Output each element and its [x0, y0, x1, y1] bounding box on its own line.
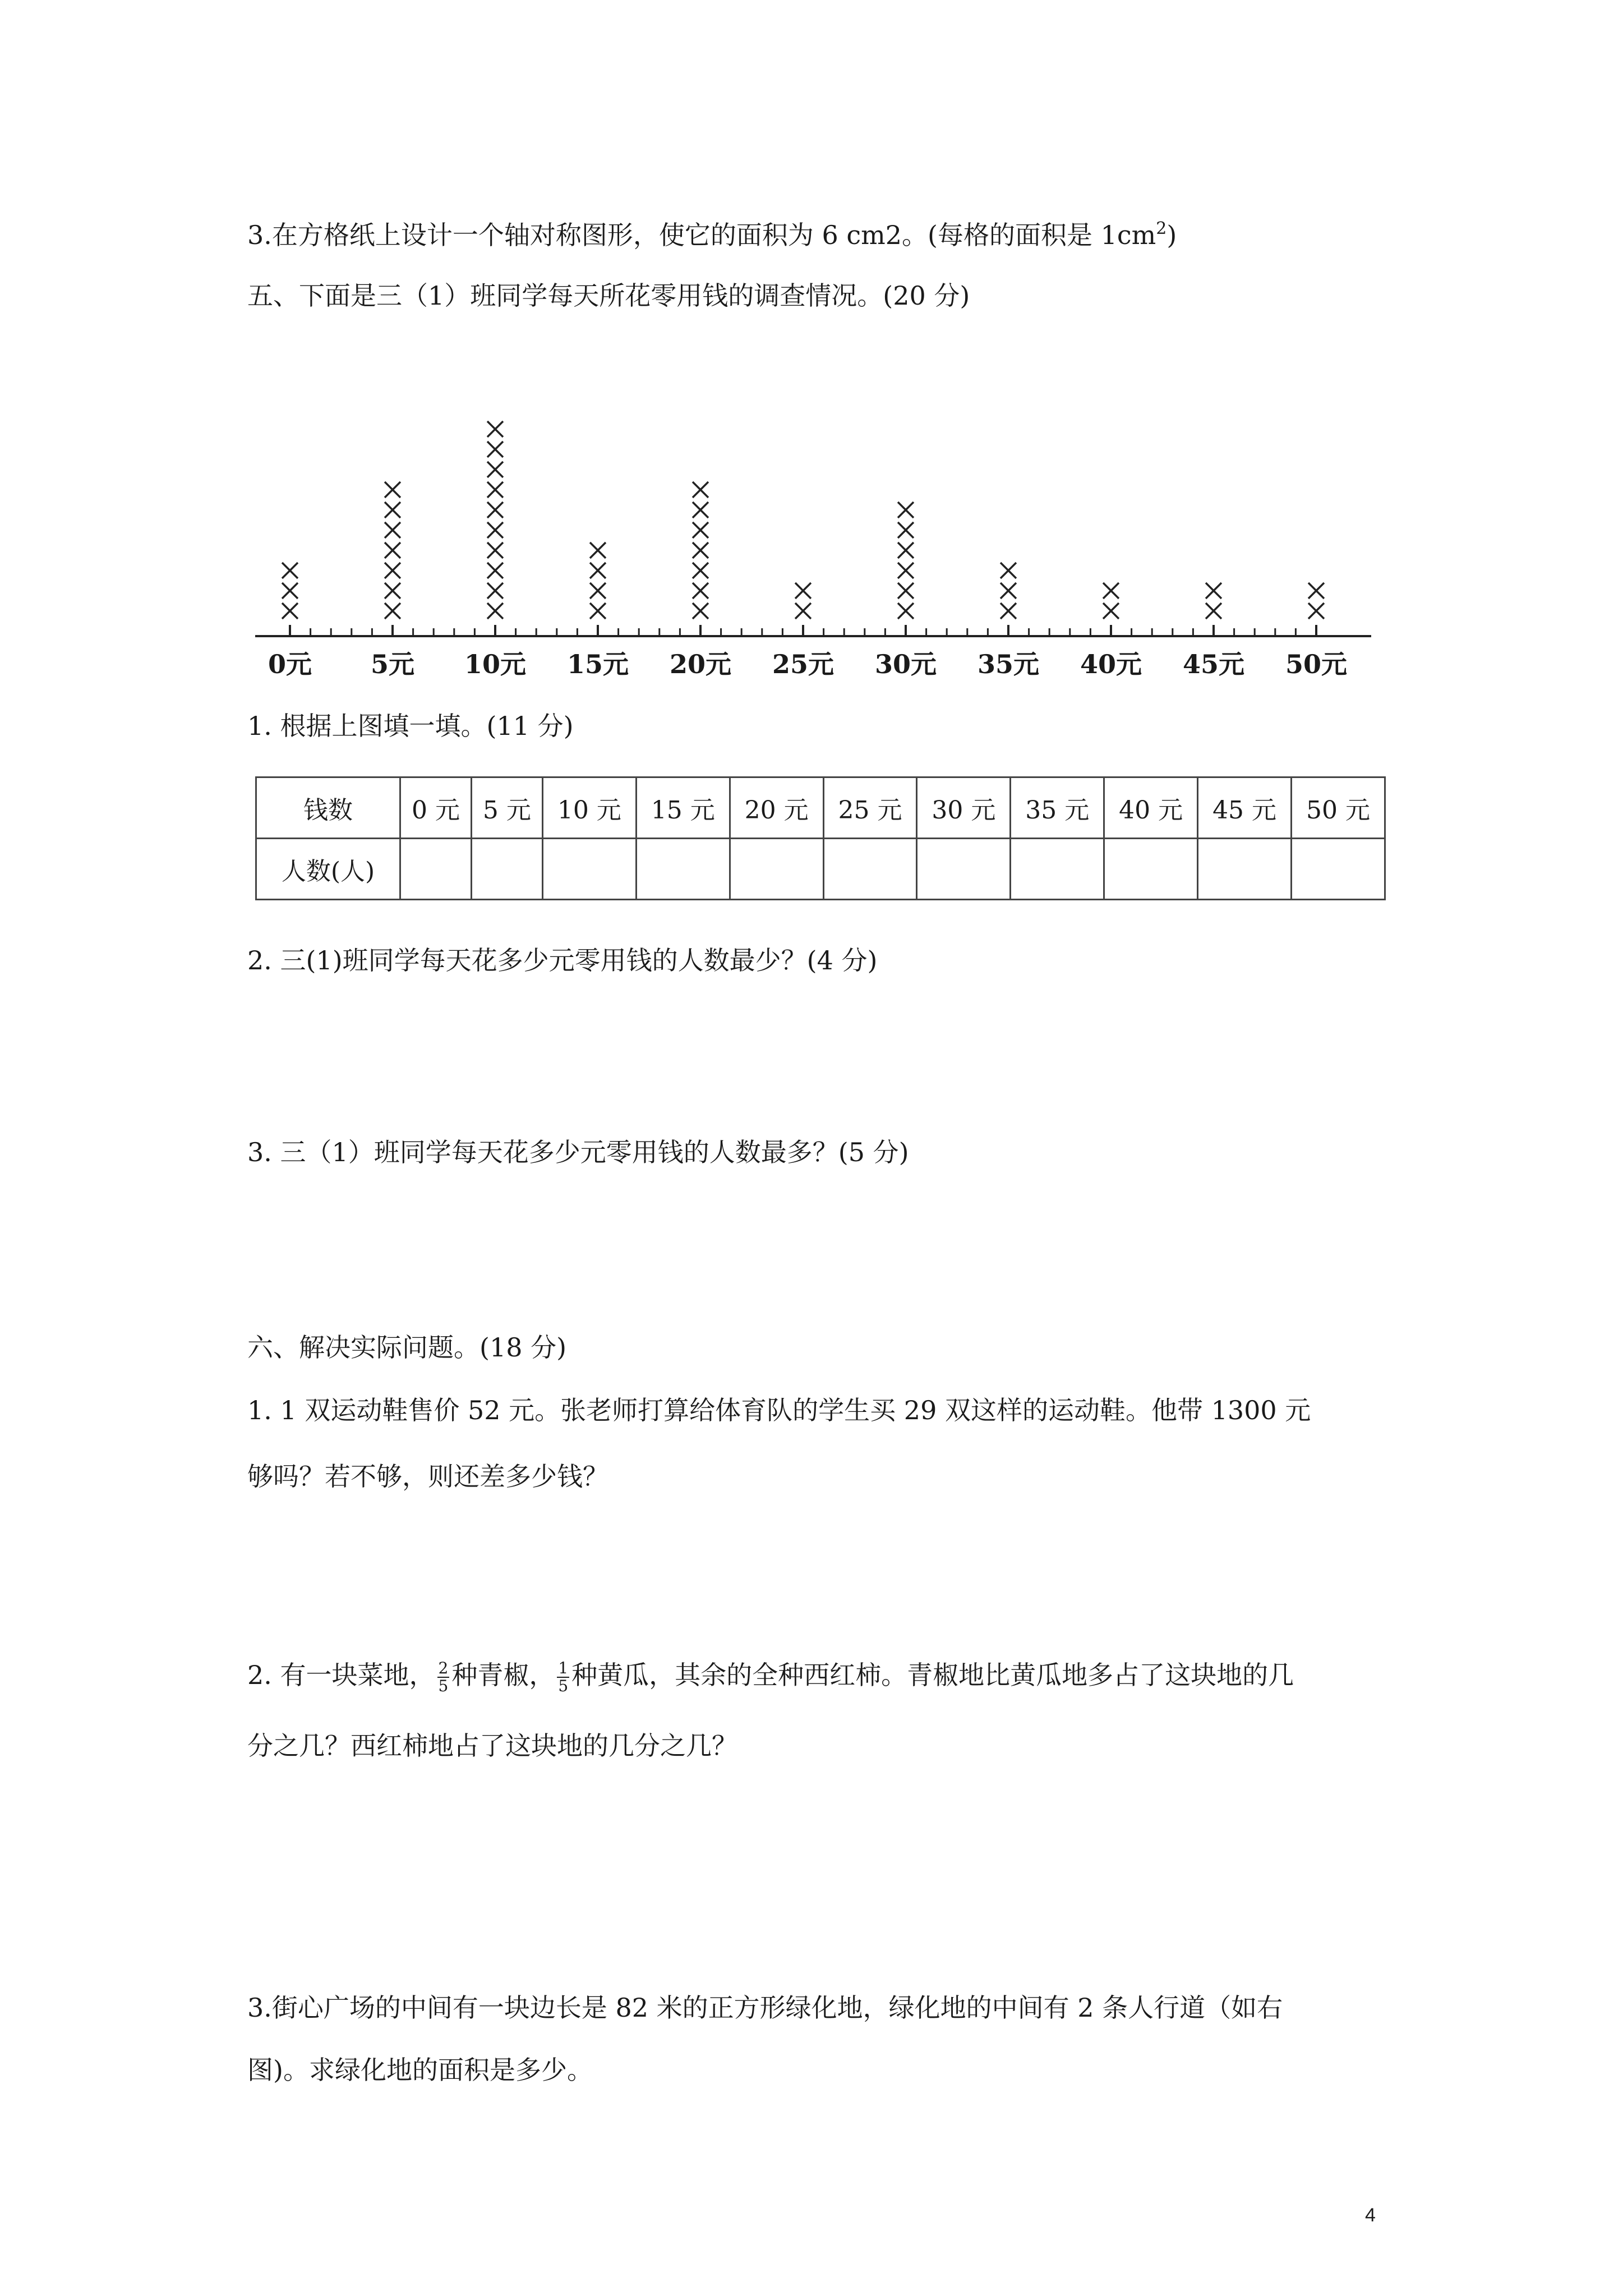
cross-mark: [795, 583, 811, 599]
tick-label: 50元: [1285, 649, 1348, 679]
cross-mark: [898, 502, 914, 518]
question-6-2-rest: 种黄瓜，其余的全种西红柿。青椒地比黄瓜地多占了这块地的几: [571, 1660, 1294, 1690]
cross-mark: [487, 482, 503, 498]
question-5-2: 2. 三(1)班同学每天花多少元零用钱的人数最少？(4 分): [247, 945, 878, 976]
cross-mark: [898, 583, 914, 599]
question-6-3-line2: 图)。求绿化地的面积是多少。: [247, 2055, 593, 2085]
table-cell-amount: 10 元: [542, 777, 636, 839]
question-6-2-line1: [247, 1658, 1294, 1695]
table-answer-cell[interactable]: [730, 839, 823, 900]
cross-mark: [898, 542, 914, 558]
table-cell-amount: 30 元: [917, 777, 1011, 839]
cross-mark: [487, 603, 503, 619]
cross-mark: [693, 563, 708, 578]
cross-mark: [487, 583, 503, 599]
fraction-one-fifth: [557, 1660, 569, 1695]
cross-mark: [385, 563, 400, 578]
cross-mark: [487, 563, 503, 578]
cross-mark: [693, 482, 708, 498]
table-answer-cell[interactable]: [823, 839, 917, 900]
tick-label: 5元: [370, 649, 415, 679]
cross-mark: [487, 502, 503, 518]
cross-mark: [1000, 603, 1016, 619]
tick-label: 20元: [669, 649, 732, 679]
tick-label: 15元: [566, 649, 629, 679]
table-answer-cell[interactable]: [471, 839, 542, 900]
cross-mark: [590, 563, 606, 578]
cross-mark: [1103, 603, 1119, 619]
superscript: 2: [1156, 219, 1167, 238]
fraction-numerator: 2: [438, 1659, 449, 1677]
table-answer-cell[interactable]: [1292, 839, 1385, 900]
cross-mark: [385, 583, 400, 599]
cross-mark: [1000, 563, 1016, 578]
cross-mark: [487, 421, 503, 437]
cross-mark: [898, 563, 914, 578]
cross-mark: [282, 603, 298, 619]
tick-label: 10元: [464, 649, 527, 679]
fraction-numerator: 1: [558, 1659, 569, 1677]
tick-label: 25元: [772, 649, 834, 679]
section-5-title: 五、下面是三（1）班同学每天所花零用钱的调查情况。(20 分): [247, 280, 970, 311]
table-row-people: [256, 839, 1385, 900]
cross-mark: [282, 583, 298, 599]
fraction-denominator: 5: [438, 1677, 449, 1695]
cross-mark: [282, 563, 298, 578]
question-5-1: 1. 根据上图填一填。(11 分): [247, 711, 574, 741]
cross-mark: [898, 522, 914, 538]
table-answer-cell[interactable]: [917, 839, 1011, 900]
cross-mark: [487, 441, 503, 457]
cross-mark: [385, 603, 400, 619]
table-cell-amount: 5 元: [471, 777, 542, 839]
cross-mark: [385, 502, 400, 518]
cross-mark: [385, 522, 400, 538]
question-4-3-close: ): [1166, 220, 1177, 250]
answer-table: [255, 776, 1386, 900]
question-6-2-mid: 种青椒，: [451, 1660, 555, 1690]
question-6-1-line2: 够吗？若不够，则还差多少钱？: [247, 1461, 608, 1492]
cross-mark: [590, 542, 606, 558]
cross-mark: [1103, 583, 1119, 599]
question-4-3-text: 3.在方格纸上设计一个轴对称图形，使它的面积为 6 cm2。(每格的面积是 1cm: [247, 220, 1156, 250]
cross-mark: [590, 583, 606, 599]
tick-label: 0元: [268, 649, 312, 679]
question-5-3: 3. 三（1）班同学每天花多少元零用钱的人数最多？(5 分): [247, 1137, 909, 1167]
table-answer-cell[interactable]: [1198, 839, 1292, 900]
fraction-denominator: 5: [558, 1677, 569, 1695]
table-cell-amount: 0 元: [400, 777, 472, 839]
table-header-people: 人数(人): [256, 839, 400, 900]
cross-mark: [795, 603, 811, 619]
question-6-2-line2: 分之几？西红柿地占了这块地的几分之几？: [247, 1731, 737, 1761]
table-answer-cell[interactable]: [1011, 839, 1104, 900]
cross-mark: [693, 502, 708, 518]
cross-mark: [487, 542, 503, 558]
tick-label: 45元: [1182, 649, 1245, 679]
cross-mark: [693, 583, 708, 599]
cross-mark: [487, 522, 503, 538]
table-row-amounts: [256, 777, 1385, 839]
question-6-3-line1: 3.街心广场的中间有一块边长是 82 米的正方形绿化地，绿化地的中间有 2 条人行道（如右: [247, 1993, 1283, 2023]
tick-label: 35元: [977, 649, 1040, 679]
cross-mark: [693, 603, 708, 619]
section-6-title: 六、解决实际问题。(18 分): [247, 1332, 567, 1363]
dot-plot-chart: [255, 393, 1377, 684]
tick-label: 40元: [1080, 649, 1142, 679]
table-answer-cell[interactable]: [400, 839, 472, 900]
cross-mark: [487, 462, 503, 477]
cross-mark: [1308, 583, 1324, 599]
table-cell-amount: 25 元: [823, 777, 917, 839]
table-answer-cell[interactable]: [636, 839, 730, 900]
table-cell-amount: 45 元: [1198, 777, 1292, 839]
question-4-3: [247, 212, 1177, 252]
cross-mark: [385, 542, 400, 558]
table-answer-cell[interactable]: [542, 839, 636, 900]
cross-mark: [693, 522, 708, 538]
cross-mark: [1308, 603, 1324, 619]
table-cell-amount: 35 元: [1011, 777, 1104, 839]
cross-mark: [590, 603, 606, 619]
cross-mark: [1206, 583, 1221, 599]
cross-mark: [385, 482, 400, 498]
cross-mark: [1206, 603, 1221, 619]
table-header-money: 钱数: [256, 777, 400, 839]
table-answer-cell[interactable]: [1104, 839, 1198, 900]
cross-mark: [693, 542, 708, 558]
table-cell-amount: 15 元: [636, 777, 730, 839]
tick-label: 30元: [874, 649, 937, 679]
fraction-two-fifths: [437, 1660, 450, 1695]
table-cell-amount: 50 元: [1292, 777, 1385, 839]
cross-mark: [898, 603, 914, 619]
page-number: 4: [1365, 2205, 1376, 2226]
cross-mark: [1000, 583, 1016, 599]
question-6-1-line1: 1. 1 双运动鞋售价 52 元。张老师打算给体育队的学生买 29 双这样的运动鞋。他带 1300 元: [247, 1395, 1311, 1425]
question-6-2-prefix: 2. 有一块菜地，: [247, 1660, 435, 1690]
table-cell-amount: 40 元: [1104, 777, 1198, 839]
table-cell-amount: 20 元: [730, 777, 823, 839]
